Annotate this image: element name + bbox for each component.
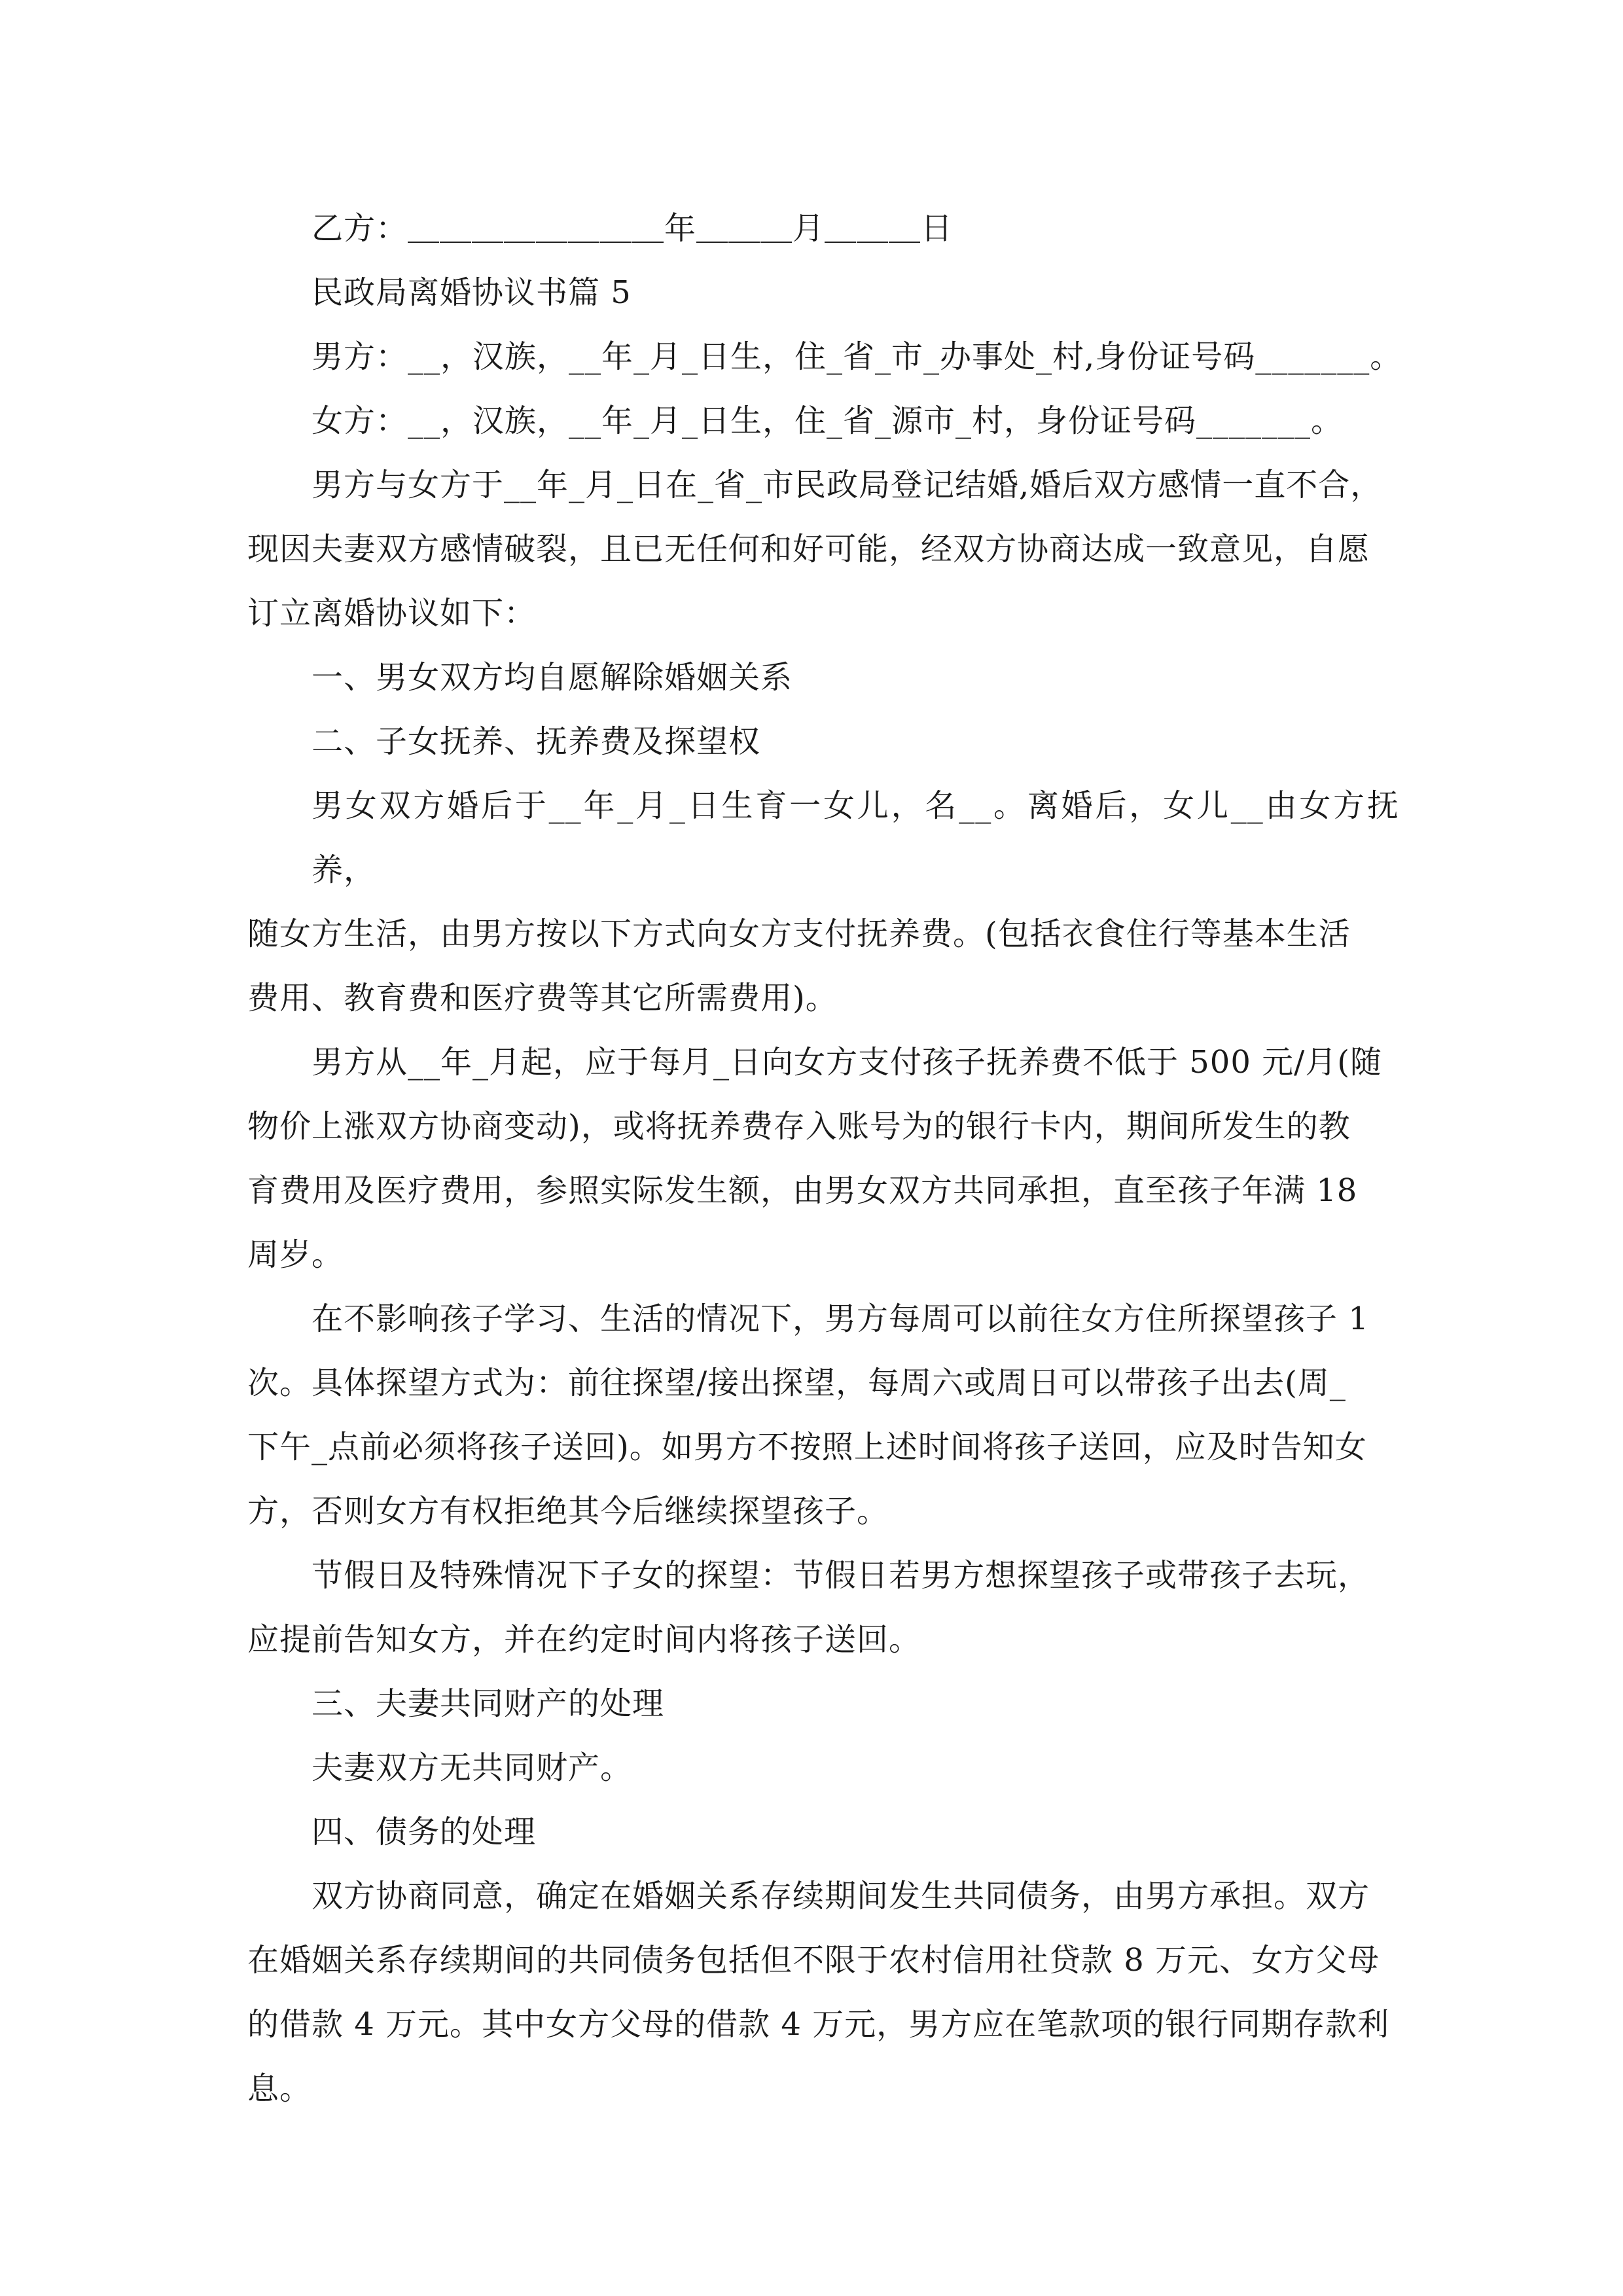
section-title: 民政局离婚协议书篇 5 — [312, 274, 632, 311]
child-custody-paragraph — [247, 774, 1399, 1030]
text-line: 现因夫妻双方感情破裂，且已无任何和好可能，经双方协商达成一致意见，自愿 — [247, 531, 1370, 567]
text-line: 育费用及医疗费用，参照实际发生额，由男女双方共同承担，直至孩子年满 18 — [247, 1172, 1358, 1209]
debt-paragraph — [247, 1864, 1399, 2121]
clause-heading-2: 二、子女抚养、抚养费及探望权 — [312, 723, 761, 760]
text-line: 男方与女方于__年_月_日在_省_市民政局登记结婚,婚后双方感情一直不合， — [312, 467, 1383, 503]
text-line: 随女方生活，由男方按以下方式向女方支付抚养费。(包括衣食住行等基本生活 — [247, 916, 1351, 952]
clause-heading-3: 三、夫妻共同财产的处理 — [312, 1685, 665, 1722]
text-line: 在不影响孩子学习、生活的情况下，男方每周可以前往女方住所探望孩子 1 — [312, 1300, 1369, 1337]
text-line: 方，否则女方有权拒绝其今后继续探望孩子。 — [247, 1493, 889, 1530]
document-page — [247, 196, 1402, 2121]
text-line: 费用、教育费和医疗费等其它所需费用)。 — [247, 980, 838, 1016]
text-line: 物价上涨双方协商变动)，或将抚养费存入账号为的银行卡内，期间所发生的教 — [247, 1108, 1351, 1145]
signature-line: 乙方：＿＿＿＿＿＿＿＿年＿＿＿月＿＿＿日 — [312, 210, 954, 247]
child-support-paragraph — [247, 1030, 1399, 1287]
text-line: 次。具体探望方式为：前往探望/接出探望，每周六或周日可以带孩子出去(周_ — [247, 1365, 1346, 1401]
text-line: 节假日及特殊情况下子女的探望：节假日若男方想探望孩子或带孩子去玩， — [312, 1557, 1370, 1594]
marriage-paragraph — [247, 453, 1399, 645]
text-line: 男女双方婚后于__年_月_日生育一女儿，名__。离婚后，女儿__由女方抚养， — [312, 787, 1399, 888]
text-line: 男方从__年_月起，应于每月_日向女方支付孩子抚养费不低于 500 元/月(随 — [312, 1044, 1383, 1081]
text-line: 双方协商同意，确定在婚姻关系存续期间发生共同债务，由男方承担。双方 — [312, 1878, 1370, 1914]
text-line: 周岁。 — [247, 1236, 344, 1273]
clause-heading-1: 一、男女双方均自愿解除婚姻关系 — [312, 659, 793, 696]
visitation-paragraph — [247, 1287, 1399, 1543]
clause-heading-4: 四、债务的处理 — [312, 1814, 537, 1850]
text-line: 下午_点前必须将孩子送回)。如男方不按照上述时间将孩子送回，应及时告知女 — [247, 1429, 1367, 1465]
property-statement: 夫妻双方无共同财产。 — [312, 1749, 633, 1786]
text-line: 息。 — [247, 2070, 312, 2107]
holiday-visitation-paragraph — [247, 1543, 1399, 1672]
text-line: 应提前告知女方，并在约定时间内将孩子送回。 — [247, 1621, 921, 1658]
male-party-info: 男方：__，汉族，__年_月_日生，住_省_市_办事处_村,身份证号码_______。 — [312, 338, 1402, 375]
text-line: 订立离婚协议如下： — [247, 595, 537, 632]
text-line: 的借款 4 万元。其中女方父母的借款 4 万元，男方应在笔款项的银行同期存款利 — [247, 2006, 1390, 2043]
female-party-info: 女方：__，汉族，__年_月_日生，住_省_源市_村，身份证号码_______。 — [312, 403, 1344, 439]
text-line: 在婚姻关系存续期间的共同债务包括但不限于农村信用社贷款 8 万元、女方父母 — [247, 1942, 1380, 1979]
